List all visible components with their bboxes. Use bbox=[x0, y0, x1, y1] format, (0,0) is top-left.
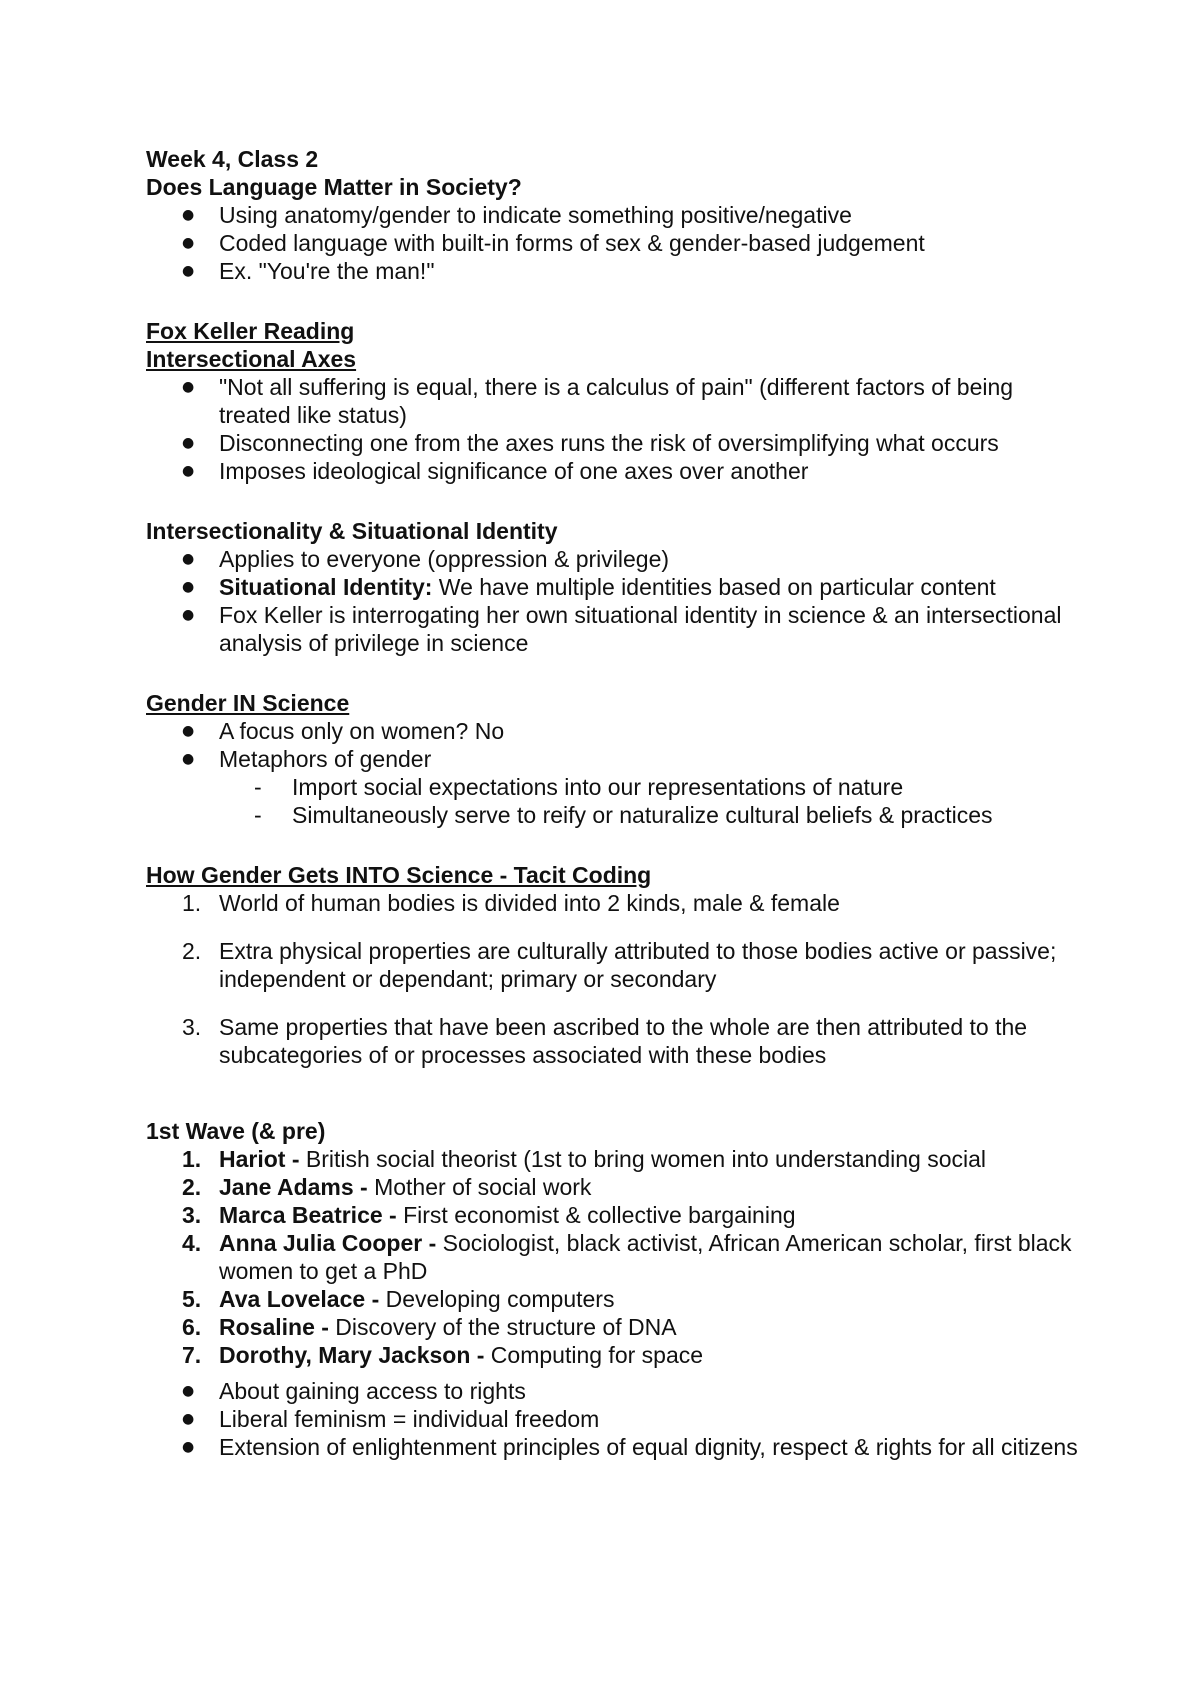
list-item: ● Extension of enlightenment principles of equal dignity, respect & rights for all citizens bbox=[146, 1433, 1086, 1461]
list-text: Extra physical properties are culturally attributed to those bodies active or passive; independent or dependant; primary or secondary bbox=[219, 938, 1057, 992]
list-item: ● "Not all suffering is equal, there is a calculus of pain" (different factors of being treated like status) bbox=[146, 373, 1086, 429]
person-name: Dorothy, Mary Jackson - bbox=[219, 1342, 485, 1368]
person-name: Ava Lovelace - bbox=[219, 1286, 380, 1312]
list-item bbox=[146, 937, 1086, 993]
list-item: ● Coded language with built-in forms of sex & gender-based judgement bbox=[146, 229, 1086, 257]
list-item bbox=[146, 889, 1086, 917]
person-name: Anna Julia Cooper - bbox=[219, 1230, 437, 1256]
list-number: 6. bbox=[182, 1314, 202, 1340]
list-item: ● Metaphors of gender bbox=[146, 745, 1086, 773]
person-name: Marca Beatrice - bbox=[219, 1202, 397, 1228]
list-item bbox=[146, 1013, 1086, 1069]
gender-science-bullet-list bbox=[146, 717, 1086, 829]
list-number: 7. bbox=[182, 1342, 202, 1368]
person-description: Computing for space bbox=[484, 1342, 704, 1368]
person-description: Discovery of the structure of DNA bbox=[328, 1314, 677, 1340]
list-number: 3. bbox=[182, 1202, 202, 1228]
list-item bbox=[146, 1201, 1086, 1229]
first-wave-bullet-list bbox=[146, 1377, 1086, 1461]
language-bullet-list bbox=[146, 201, 1086, 285]
list-item bbox=[146, 1173, 1086, 1201]
tacit-coding-list bbox=[146, 889, 1086, 1069]
person-description: Developing computers bbox=[379, 1286, 615, 1312]
list-number: 2. bbox=[182, 938, 202, 964]
list-item: ● A focus only on women? No bbox=[146, 717, 1086, 745]
list-item: ● Using anatomy/gender to indicate something positive/negative bbox=[146, 201, 1086, 229]
list-item bbox=[146, 1341, 1086, 1369]
subheading-intersectional-axes: Intersectional Axes bbox=[146, 346, 357, 372]
list-item bbox=[146, 1145, 1086, 1173]
list-item bbox=[146, 1229, 1086, 1285]
section-heading-gender-in-science: Gender IN Science bbox=[146, 690, 350, 716]
week-title: Week 4, Class 2 bbox=[146, 146, 319, 172]
section-heading-tacit-coding: How Gender Gets INTO Science - Tacit Coding bbox=[146, 862, 652, 888]
sub-list-item: - Simultaneously serve to reify or naturalize cultural beliefs & practices bbox=[146, 801, 1086, 829]
term-label: Situational Identity: bbox=[219, 574, 433, 600]
list-item: ● Liberal feminism = individual freedom bbox=[146, 1405, 1086, 1433]
list-text: World of human bodies is divided into 2 kinds, male & female bbox=[219, 890, 840, 916]
list-item: ● Imposes ideological significance of one axes over another bbox=[146, 457, 1086, 485]
axes-bullet-list bbox=[146, 373, 1086, 485]
list-item: ● Ex. "You're the man!" bbox=[146, 257, 1086, 285]
list-number: 5. bbox=[182, 1286, 202, 1312]
list-text: Same properties that have been ascribed to the whole are then attributed to the subcategories of or processes associated with these bodies bbox=[219, 1014, 1028, 1068]
list-number: 1. bbox=[182, 890, 202, 916]
person-description: Sociologist, black activist, African American scholar, first black women to get a PhD bbox=[219, 1230, 1072, 1284]
list-number: 2. bbox=[182, 1174, 202, 1200]
notes-content bbox=[146, 145, 1086, 1461]
first-wave-list bbox=[146, 1145, 1086, 1369]
section-heading-fox-keller: Fox Keller Reading bbox=[146, 318, 355, 344]
person-description: Mother of social work bbox=[367, 1174, 592, 1200]
person-description: First economist & collective bargaining bbox=[396, 1202, 796, 1228]
intersectionality-bullet-list bbox=[146, 545, 1086, 657]
section-heading-language: Does Language Matter in Society? bbox=[146, 174, 522, 200]
term-definition: We have multiple identities based on particular content bbox=[432, 574, 996, 600]
list-item: ● Applies to everyone (oppression & privilege) bbox=[146, 545, 1086, 573]
person-name: Rosaline - bbox=[219, 1314, 329, 1340]
sub-list-item: - Import social expectations into our representations of nature bbox=[146, 773, 1086, 801]
list-number: 4. bbox=[182, 1230, 202, 1256]
person-name: Jane Adams - bbox=[219, 1174, 368, 1200]
list-item: ● About gaining access to rights bbox=[146, 1377, 1086, 1405]
section-heading-intersectionality: Intersectionality & Situational Identity bbox=[146, 518, 558, 544]
list-item: ● Fox Keller is interrogating her own situational identity in science & an intersectional analysis of privilege in science bbox=[146, 601, 1086, 657]
list-number: 1. bbox=[182, 1146, 202, 1172]
list-item bbox=[146, 573, 1086, 601]
list-number: 3. bbox=[182, 1014, 202, 1040]
list-item bbox=[146, 1285, 1086, 1313]
section-heading-first-wave: 1st Wave (& pre) bbox=[146, 1118, 326, 1144]
person-description: British social theorist (1st to bring women into understanding social bbox=[299, 1146, 987, 1172]
person-name: Hariot - bbox=[219, 1146, 300, 1172]
list-item bbox=[146, 1313, 1086, 1341]
list-item: ● Disconnecting one from the axes runs the risk of oversimplifying what occurs bbox=[146, 429, 1086, 457]
